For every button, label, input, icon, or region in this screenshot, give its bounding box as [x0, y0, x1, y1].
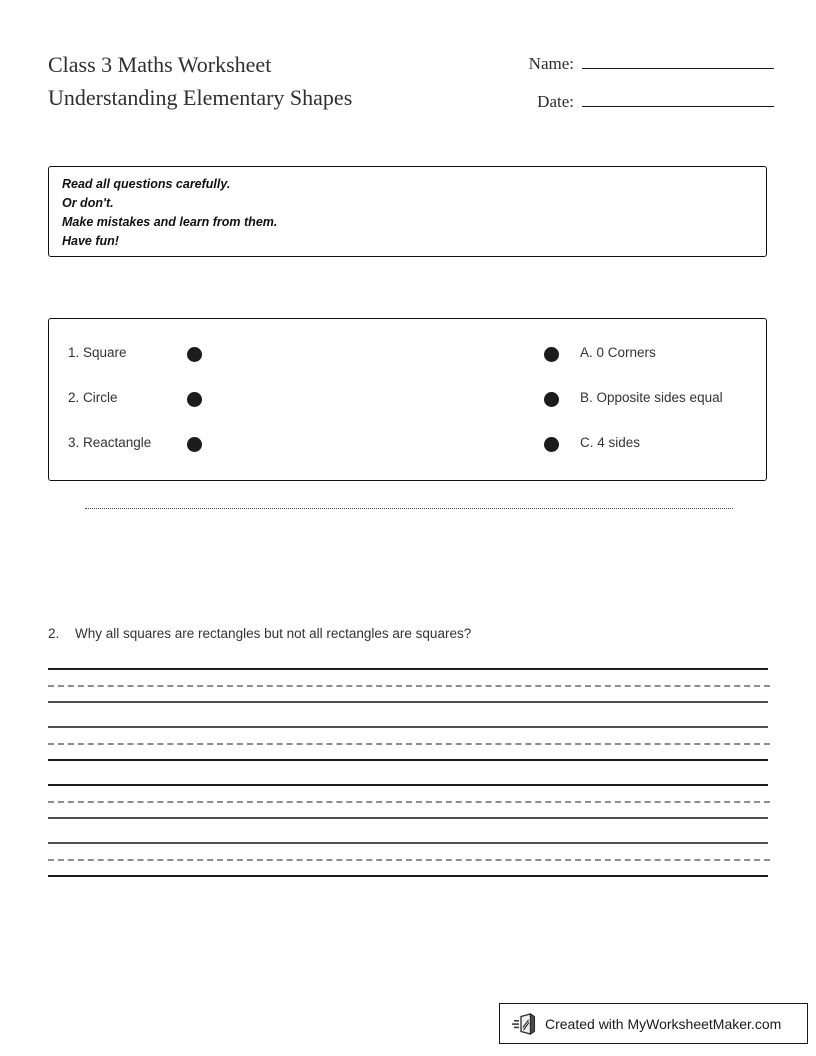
matching-row [49, 388, 766, 412]
answer-rule-dashed-mid [48, 743, 770, 745]
matching-row [49, 433, 766, 457]
matching-right-label-b: B. Opposite sides equal [580, 390, 723, 405]
answer-rule-solid-top [48, 668, 768, 670]
answer-rule-solid-top [48, 784, 768, 786]
question-2 [48, 626, 768, 641]
matching-left-dot-1[interactable] [187, 347, 202, 362]
matching-left-label-1: 1. Square [68, 345, 127, 360]
footer-badge[interactable] [499, 1003, 808, 1044]
date-input-line[interactable] [582, 88, 774, 107]
question-2-text: Why all squares are rectangles but not all rectangles are squares? [75, 626, 472, 641]
matching-left-label-2: 2. Circle [68, 390, 118, 405]
answer-rule-solid-bottom [48, 759, 768, 761]
answer-rule-solid-top [48, 726, 768, 728]
worksheet-maker-logo-icon [512, 1011, 538, 1037]
answer-rule-solid-bottom [48, 875, 768, 877]
name-date-block [518, 50, 774, 126]
instruction-line-3: Make mistakes and learn from them. [62, 215, 278, 229]
matching-right-dot-c[interactable] [544, 437, 559, 452]
answer-line-group[interactable] [48, 778, 770, 836]
instructions-box [48, 166, 767, 257]
matching-row [49, 343, 766, 367]
matching-right-label-a: A. 0 Corners [580, 345, 656, 360]
matching-left-dot-2[interactable] [187, 392, 202, 407]
date-row [518, 88, 774, 126]
answer-line-group[interactable] [48, 836, 770, 894]
title-line-2: Understanding Elementary Shapes [48, 85, 353, 110]
answer-line-group[interactable] [48, 662, 770, 720]
instruction-line-1: Read all questions carefully. [62, 177, 231, 191]
matching-left-dot-3[interactable] [187, 437, 202, 452]
answer-rule-dashed-mid [48, 859, 770, 861]
answer-rule-solid-bottom [48, 701, 768, 703]
footer-text: Created with MyWorksheetMaker.com [545, 1015, 782, 1032]
instruction-line-4: Have fun! [62, 234, 119, 248]
answer-rule-dashed-mid [48, 685, 770, 687]
page-title [48, 48, 352, 114]
answer-rule-solid-bottom [48, 817, 768, 819]
matching-left-label-3: 3. Reactangle [68, 435, 152, 450]
worksheet-header [0, 0, 816, 140]
answer-rule-dashed-mid [48, 801, 770, 803]
name-input-line[interactable] [582, 50, 774, 69]
instruction-line-2: Or don't. [62, 196, 114, 210]
name-row [518, 50, 774, 88]
matching-right-dot-b[interactable] [544, 392, 559, 407]
instructions-list [62, 175, 277, 251]
title-line-1: Class 3 Maths Worksheet [48, 52, 272, 77]
date-label: Date: [537, 92, 574, 111]
question-2-number: 2. [48, 626, 60, 641]
answer-rule-solid-top [48, 842, 768, 844]
matching-right-label-c: C. 4 sides [580, 435, 641, 450]
answer-line-group[interactable] [48, 720, 770, 778]
name-label: Name: [528, 54, 574, 73]
section-separator [85, 508, 733, 509]
matching-right-dot-a[interactable] [544, 347, 559, 362]
matching-exercise-box [48, 318, 767, 481]
answer-lines-area[interactable] [48, 662, 770, 894]
